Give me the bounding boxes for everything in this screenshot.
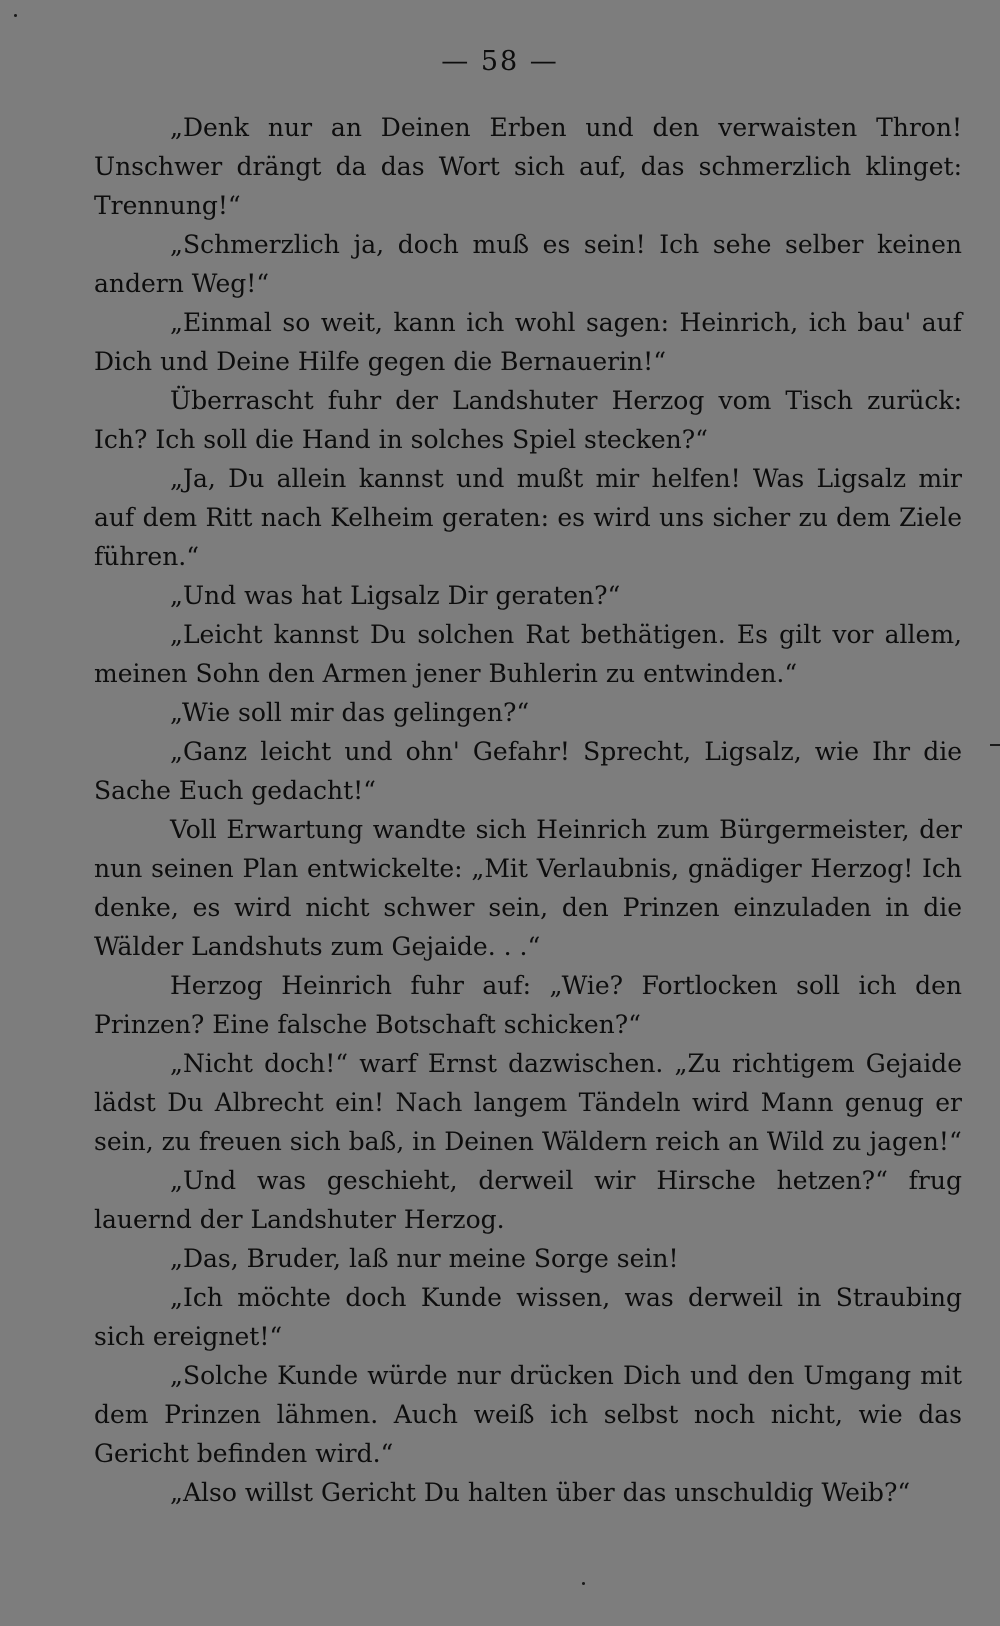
body-text	[94, 108, 962, 1512]
scan-speck	[14, 14, 17, 17]
paragraph: „Denk nur an Deinen Erben und den verwaisten Thron! Unschwer drängt da das Wort sich auf, das schmerzlich klinget: Trennung!“	[94, 113, 962, 220]
paragraph: „Ganz leicht und ohn' Gefahr! Sprecht, Ligsalz, wie Ihr die Sache Euch gedacht!“	[94, 737, 962, 805]
paragraph: „Leicht kannst Du solchen Rat bethätigen. Es gilt vor allem, meinen Sohn den Armen jener Buhlerin zu entwinden.“	[94, 620, 962, 688]
paragraph: Herzog Heinrich fuhr auf: „Wie? Fortlocken soll ich den Prinzen? Eine falsche Botschaft schicken?“	[94, 971, 962, 1039]
paragraph: „Wie soll mir das gelingen?“	[170, 698, 530, 727]
paragraph: „Und was hat Ligsalz Dir geraten?“	[170, 581, 621, 610]
paragraph: „Einmal so weit, kann ich wohl sagen: Heinrich, ich bau' auf Dich und Deine Hilfe gegen die Bernauerin!“	[94, 308, 962, 376]
paragraph: „Und was geschieht, derweil wir Hirsche hetzen?“ frug lauernd der Landshuter Herzog.	[94, 1166, 962, 1234]
scan-margin-dash	[990, 744, 1000, 746]
paragraph: „Also willst Gericht Du halten über das unschuldig Weib?“	[170, 1478, 911, 1507]
scan-speck	[582, 1582, 585, 1585]
page-number: — 58 —	[441, 46, 559, 77]
paragraph: „Das, Bruder, laß nur meine Sorge sein!	[170, 1244, 679, 1273]
paragraph: „Solche Kunde würde nur drücken Dich und den Umgang mit dem Prinzen lähmen. Auch weiß ich selbst noch nicht, wie das Gericht befinden wird.“	[94, 1361, 962, 1468]
paragraph: „Nicht doch!“ warf Ernst dazwischen. „Zu richtigem Gejaide lädst Du Albrecht ein! Nach langem Tändeln wird Mann genug er sein, zu freuen sich baß, in Deinen Wäldern reich an Wild zu jagen!“	[94, 1049, 962, 1156]
paragraph: „Ja, Du allein kannst und mußt mir helfen! Was Ligsalz mir auf dem Ritt nach Kelheim geraten: es wird uns sicher zu dem Ziele führen.“	[94, 464, 962, 571]
paragraph: Überrascht fuhr der Landshuter Herzog vom Tisch zurück: Ich? Ich soll die Hand in solches Spiel stecken?“	[94, 386, 962, 454]
paragraph: „Ich möchte doch Kunde wissen, was derweil in Straubing sich ereignet!“	[94, 1283, 962, 1351]
paragraph: „Schmerzlich ja, doch muß es sein! Ich sehe selber keinen andern Weg!“	[94, 230, 962, 298]
paragraph: Voll Erwartung wandte sich Heinrich zum Bürgermeister, der nun seinen Plan entwickelte: „Mit Verlaubnis, gnädiger Herzog! Ich denke, es wird nicht schwer sein, den Prinzen einzuladen in die Wälder Landshuts zum Gejaide. . .“	[94, 815, 962, 961]
